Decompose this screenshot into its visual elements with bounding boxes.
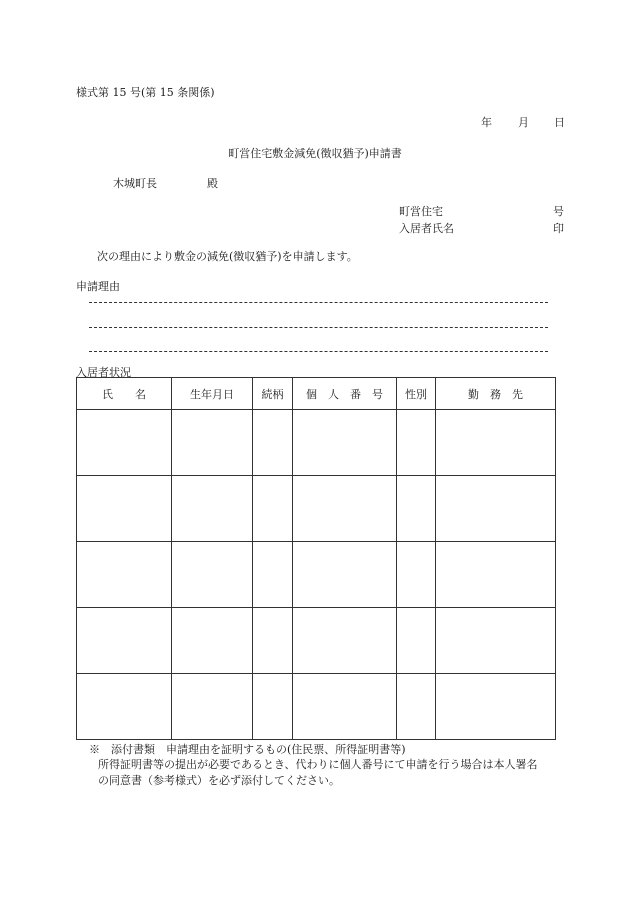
reason-label: 申請理由 (76, 280, 120, 293)
date-year-label: 年 (481, 116, 492, 129)
table-row (77, 476, 556, 542)
cell-workplace[interactable] (436, 542, 556, 608)
column-header-gender: 性別 (397, 378, 436, 410)
attachment-note: ※ 添付書類 申請理由を証明するもの(住民票、所得証明書等) (89, 743, 406, 756)
cell-workplace[interactable] (436, 410, 556, 476)
attachment-note-detail: 所得証明書等の提出が必要であるとき、代わりに個人番号にて申請を行う場合は本人署名 (98, 758, 538, 771)
cell-personal-number[interactable] (293, 476, 397, 542)
table-header-row (77, 378, 556, 410)
reason-line-3 (89, 351, 548, 352)
cell-personal-number[interactable] (293, 674, 397, 740)
resident-name-label: 入居者氏名 (399, 222, 454, 235)
column-header-workplace: 勤 務 先 (436, 378, 556, 410)
reason-line-1 (89, 302, 548, 303)
attachment-note-detail-cont: の同意書（参考様式）を必ず添付してください。 (98, 774, 340, 787)
housing-number-suffix: 号 (553, 205, 564, 218)
cell-relationship[interactable] (253, 674, 293, 740)
cell-relationship[interactable] (253, 410, 293, 476)
cell-name[interactable] (77, 608, 172, 674)
cell-birthdate[interactable] (172, 542, 253, 608)
cell-personal-number[interactable] (293, 608, 397, 674)
cell-relationship[interactable] (253, 476, 293, 542)
cell-gender[interactable] (397, 410, 436, 476)
table-row (77, 542, 556, 608)
cell-gender[interactable] (397, 608, 436, 674)
seal-mark: 印 (553, 222, 564, 235)
cell-personal-number[interactable] (293, 410, 397, 476)
cell-gender[interactable] (397, 542, 436, 608)
application-statement: 次の理由により敷金の減免(徴収猶予)を申請します。 (97, 250, 358, 263)
cell-birthdate[interactable] (172, 608, 253, 674)
cell-name[interactable] (77, 410, 172, 476)
date-day-label: 日 (554, 116, 565, 129)
form-number: 様式第 15 号(第 15 条関係) (76, 86, 215, 99)
addressee: 木城町長 (113, 177, 157, 190)
table-row (77, 674, 556, 740)
column-header-name: 氏 名 (77, 378, 172, 410)
column-header-personal-number: 個 人 番 号 (293, 378, 397, 410)
cell-relationship[interactable] (253, 608, 293, 674)
cell-workplace[interactable] (436, 608, 556, 674)
cell-gender[interactable] (397, 476, 436, 542)
housing-label: 町営住宅 (399, 205, 443, 218)
cell-birthdate[interactable] (172, 476, 253, 542)
resident-status-label: 入居者状況 (76, 366, 131, 379)
cell-birthdate[interactable] (172, 410, 253, 476)
cell-name[interactable] (77, 476, 172, 542)
table-row (77, 410, 556, 476)
reason-line-2 (89, 327, 548, 328)
cell-name[interactable] (77, 542, 172, 608)
cell-workplace[interactable] (436, 674, 556, 740)
cell-personal-number[interactable] (293, 542, 397, 608)
cell-gender[interactable] (397, 674, 436, 740)
cell-workplace[interactable] (436, 476, 556, 542)
date-month-label: 月 (518, 116, 529, 129)
cell-name[interactable] (77, 674, 172, 740)
table-row (77, 608, 556, 674)
cell-relationship[interactable] (253, 542, 293, 608)
resident-table (76, 377, 556, 740)
honorific: 殿 (207, 177, 218, 190)
form-title: 町営住宅敷金減免(徴収猶予)申請書 (228, 147, 402, 160)
cell-birthdate[interactable] (172, 674, 253, 740)
column-header-relationship: 続柄 (253, 378, 293, 410)
column-header-birthdate: 生年月日 (172, 378, 253, 410)
